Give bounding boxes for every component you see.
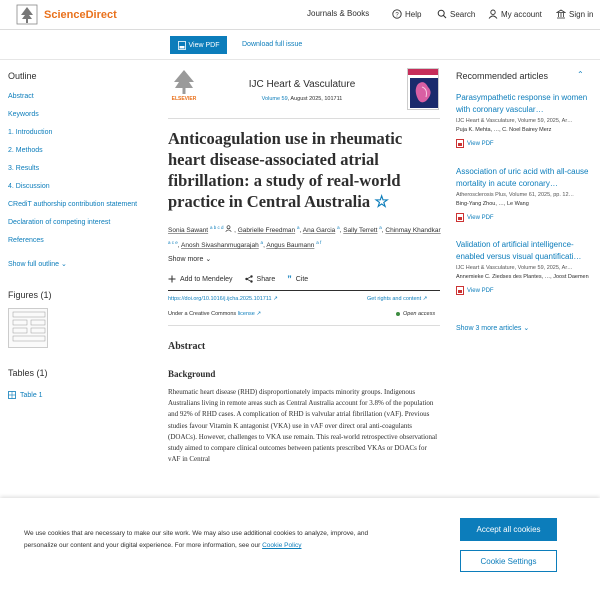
recommended-article-source: IJC Heart & Vasculature, Volume 59, 2025, Ar… <box>456 265 573 271</box>
quote-icon: ” <box>287 274 292 284</box>
chevron-down-icon: ⌄ <box>60 261 67 268</box>
cite-button[interactable] <box>287 274 308 284</box>
recommended-article-authors: Annemieke C. Ziedses des Plantes, …, Joost Daemen <box>456 273 589 280</box>
show-more-label: Show more <box>168 256 204 263</box>
author-name[interactable]: Ana Garcia <box>302 227 336 235</box>
show-full-outline-link[interactable] <box>8 260 67 268</box>
search-icon <box>437 9 447 19</box>
pdf-icon <box>456 286 464 295</box>
person-icon <box>488 9 498 19</box>
outline-item-discussion[interactable]: 4. Discussion <box>8 183 50 190</box>
search-label: Search <box>450 9 476 19</box>
recommended-view-pdf-link[interactable] <box>456 286 592 295</box>
background-text: Rheumatic heart disease (RHD) disproportionately impacts minority groups. Indigenous Australians living in remote areas such as Central Australia account for 3.8% of the population and 92% of RHD cases. A complication of RHD is valvular atrial fibrillation (vAF). Previous studies favour Vitamin K antagonist (VKA) use in vAF over direct oral anti-coagulants (DOACs). However, challenges to VKA use remain. This real-world retrospective observational study aimed to compare clinical outcomes between patients prescribed VKAs or DOACs for vAF in Central <box>168 388 438 464</box>
rights-text: Get rights and content <box>367 296 422 302</box>
external-link-icon: ↗ <box>273 296 278 302</box>
volume-date: , August 2025, 101711 <box>287 96 343 102</box>
view-pdf-button[interactable] <box>170 36 227 54</box>
outline-item-results[interactable]: 3. Results <box>8 165 40 172</box>
recommended-view-pdf-link[interactable] <box>456 213 592 222</box>
view-pdf-label: View PDF <box>467 287 494 294</box>
author-affiliation[interactable]: a <box>296 225 300 230</box>
article-title-text: Anticoagulation use in rheumatic heart disease-associated atrial fibrillation: a study of real-world practice in Central Australia <box>168 129 403 211</box>
help-link[interactable] <box>392 9 421 19</box>
recommended-article-title[interactable]: Association of uric acid with all-cause mortality in acute coronary… <box>456 167 589 188</box>
outline-item-methods[interactable]: 2. Methods <box>8 147 43 154</box>
share-label: Share <box>256 275 276 283</box>
show-more-articles-link[interactable] <box>456 324 529 332</box>
recommended-article-authors: Puja K. Mehta, …, C. Noel Bairey Merz <box>456 126 552 133</box>
recommended-article-source: IJC Heart & Vasculature, Volume 59, 2025, Ar… <box>456 118 573 124</box>
external-link-icon: ↗ <box>256 311 261 317</box>
recommended-heading: Recommended articles <box>456 71 549 81</box>
article-title <box>168 128 440 212</box>
brand-name[interactable]: ScienceDirect <box>44 9 117 21</box>
table-1-link[interactable] <box>8 391 43 399</box>
background-heading: Background <box>168 369 216 379</box>
institution-icon <box>556 9 566 19</box>
open-access-dot-icon <box>396 312 400 316</box>
author-name[interactable]: Sonia Sawant <box>168 227 209 235</box>
outline-list <box>8 90 137 252</box>
journals-books-link[interactable] <box>307 9 369 18</box>
outline-item-references[interactable]: References <box>8 237 44 244</box>
abstract-heading: Abstract <box>168 341 206 352</box>
view-pdf-label: View PDF <box>467 140 494 147</box>
pdf-icon <box>178 41 186 50</box>
collapse-recommended-button[interactable] <box>577 70 584 79</box>
open-access-label: Open access <box>403 311 436 317</box>
show-full-outline-label: Show full outline <box>8 261 59 268</box>
recommended-article-title[interactable]: Validation of artificial intelligence-enabled versus visual quantificati… <box>456 240 582 261</box>
pdf-icon <box>456 139 464 148</box>
outline-heading: Outline <box>8 71 37 81</box>
open-access-badge <box>396 311 435 317</box>
cookie-text: We use cookies that are necessary to make our site work. We may also use additional cookies to analyze, improve, and personalize our content and your digital experience. For more information, see our <box>24 530 369 549</box>
show-more-articles-label: Show 3 more articles <box>456 325 522 332</box>
title-footnote-star[interactable]: ☆ <box>374 192 390 211</box>
header-divider <box>168 118 440 119</box>
svg-text:?: ? <box>395 12 399 19</box>
author-name[interactable]: Angus Baumann <box>266 242 315 250</box>
author-affiliation[interactable]: a <box>379 225 382 230</box>
outline-item-credit[interactable]: CRediT authorship contribution statement <box>8 201 138 208</box>
outline-item-introduction[interactable]: 1. Introduction <box>8 129 53 136</box>
accept-all-cookies-button[interactable]: Accept all cookies <box>460 518 557 541</box>
share-icon <box>245 275 253 283</box>
table-1-label: Table 1 <box>20 391 43 399</box>
share-button[interactable] <box>245 275 276 283</box>
journals-books-label: Journals & Books <box>307 9 370 18</box>
cite-label: Cite <box>295 275 309 283</box>
show-more-authors-button[interactable] <box>168 255 211 263</box>
abstract-divider <box>168 325 440 326</box>
journal-volume-info <box>214 96 390 102</box>
view-pdf-label: View PDF <box>188 41 220 49</box>
article-actions <box>168 274 308 284</box>
search-link[interactable] <box>437 9 475 19</box>
author-name[interactable]: Gabrielle Freedman <box>237 227 296 235</box>
external-link-icon: ↗ <box>422 296 428 302</box>
cookie-banner <box>0 498 600 600</box>
elsevier-tree-logo[interactable] <box>16 4 38 25</box>
figures-heading: Figures (1) <box>8 290 52 300</box>
recommended-article <box>456 239 592 295</box>
get-rights-link[interactable] <box>367 296 427 302</box>
recommended-view-pdf-link[interactable] <box>456 139 592 148</box>
view-pdf-label: View PDF <box>467 214 494 221</box>
cookie-policy-link[interactable]: Cookie Policy <box>262 542 302 549</box>
outline-item-keywords[interactable]: Keywords <box>8 111 39 118</box>
chevron-down-icon: ⌄ <box>523 325 530 332</box>
tables-heading: Tables (1) <box>8 368 48 378</box>
author-affiliation[interactable]: a b c d <box>209 225 224 230</box>
my-account-link[interactable] <box>488 9 542 19</box>
doi-text: https://doi.org/10.1016/j.ijcha.2025.101711 <box>168 296 272 302</box>
site-header <box>0 0 600 30</box>
help-icon <box>392 9 402 19</box>
outline-item-abstract[interactable]: Abstract <box>8 93 34 100</box>
help-label: Help <box>405 9 422 19</box>
license-link[interactable]: license <box>237 311 255 317</box>
volume-link[interactable]: Volume 59 <box>261 96 288 102</box>
person-icon <box>225 227 234 234</box>
add-to-mendeley-button[interactable] <box>168 275 233 283</box>
sign-in-link[interactable] <box>556 9 593 19</box>
doi-divider <box>168 290 440 291</box>
add-to-mendeley-label: Add to Mendeley <box>180 275 233 283</box>
chevron-down-icon: ⌄ <box>205 256 212 263</box>
journal-name[interactable]: IJC Heart & Vasculature <box>248 79 356 90</box>
license-statement <box>168 311 261 317</box>
cookie-message <box>24 528 384 552</box>
recommended-article <box>456 166 592 222</box>
plus-icon <box>168 275 176 283</box>
author-name[interactable]: Anosh Sivashanmugarajah <box>181 242 259 250</box>
article-toolbar <box>0 30 600 60</box>
my-account-label: My account <box>501 9 542 19</box>
pdf-icon <box>456 213 464 222</box>
chevron-up-icon: ⌃ <box>577 70 584 79</box>
elsevier-wordmark: ELSEVIER <box>171 96 197 102</box>
recommended-article-title[interactable]: Parasympathetic response in women with coronary vascular… <box>456 93 588 114</box>
author-name[interactable]: Sally Terrett <box>343 227 378 235</box>
author-affiliation[interactable]: a <box>260 240 264 246</box>
cookie-settings-button[interactable]: Cookie Settings <box>460 550 557 572</box>
author-affiliation[interactable]: a f <box>316 240 322 246</box>
recommended-article-authors: Bing-Yang Zhou, …, Le Wang <box>456 200 529 207</box>
sign-in-label: Sign in <box>569 9 594 19</box>
outline-item-competing-interest[interactable]: Declaration of competing interest <box>8 219 111 226</box>
download-full-issue-link[interactable]: Download full issue <box>242 41 303 48</box>
author-affiliation[interactable]: a <box>337 225 340 230</box>
recommended-article <box>456 92 592 148</box>
license-prefix: Under a Creative Commons <box>168 311 238 317</box>
journal-cover-image[interactable] <box>407 68 439 110</box>
flowchart-thumbnail-image <box>9 309 49 349</box>
figure-thumbnail[interactable] <box>8 308 48 348</box>
author-list: Sonia Sawant $^{a b c d}$ , Gabrielle Freedman $^a$, Ana Garcia $^a$, Sally Terrett $^a$, Chinmay Khandkar $^{a c e}$, Anosh Sivashanmugarajah $^a$, Angus Baumann $^{a f}$ <box>168 225 441 250</box>
recommended-article-source: Atherosclerosis Plus, Volume 61, 2025, pp. 12… <box>456 192 575 198</box>
table-icon <box>8 391 16 399</box>
author-name[interactable]: Chinmay Khandkar <box>385 227 441 235</box>
author-affiliation[interactable]: a c e <box>168 240 178 246</box>
doi-link[interactable] <box>168 296 278 302</box>
